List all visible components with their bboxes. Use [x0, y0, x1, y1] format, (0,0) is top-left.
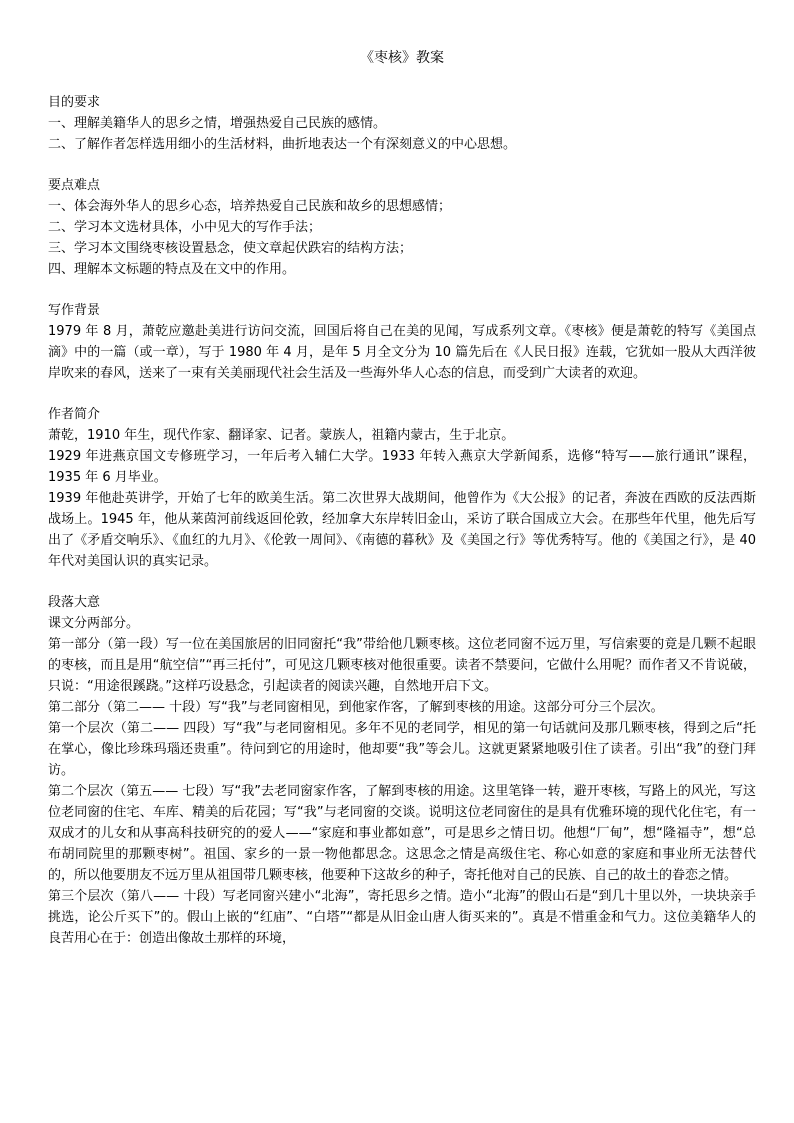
- author-paragraph-2: 1929 年进燕京国文专修班学习，一年后考入辅仁大学。1933 年转入燕京大学新闻系，选修“特写——旅行通讯”课程，1935 年 6 月毕业。: [48, 449, 756, 485]
- background-paragraph: 1979 年 8 月，萧乾应邀赴美进行访问交流，回国后将自己在美的见闻，写成系列文章。《枣核》便是萧乾的特写《美国点滴》中的一篇（或一章），写于 1980 年 4 月，是年 5 月全文分为 10 篇先后在《人民日报》连载，它犹如一股从大西洋彼岸吹来的春风，送来了一束有关美丽现代社会生活及一些海外华人心态的信息，而受到广大读者的欢迎。: [48, 324, 756, 381]
- summary-paragraph-1: 课文分两部分。: [48, 616, 140, 631]
- document-title: 《枣核》教案: [360, 50, 444, 66]
- section-heading-key-points: 要点难点: [48, 178, 101, 193]
- section-spacer: [48, 572, 756, 592]
- section-heading-author: 作者简介: [48, 407, 101, 422]
- section-spacer: [48, 280, 756, 300]
- summary-paragraph-3: 第二部分（第二—— 十段）写“我”与老同窗相见，到他家作客，了解到枣核的用途。这部分可分三个层次。: [48, 700, 664, 715]
- author-paragraph-1: 萧乾，1910 年生，现代作家、翻译家、记者。蒙族人，祖籍内蒙古，生于北京。: [48, 428, 515, 443]
- objective-item-2: 二、了解作者怎样选用细小的生活材料，曲折地表达一个有深刻意义的中心思想。: [48, 137, 517, 152]
- summary-paragraph-4: 第一个层次（第二—— 四段）写“我”与老同窗相见。多年不见的老同学，相见的第一句话就问及那几颗枣核，得到之后“托在掌心，像比珍珠玛瑙还贵重”。待问到它的用途时，他却要“我”等会儿。这就更紧紧地吸引住了读者。引出“我”的登门拜访。: [48, 721, 756, 778]
- key-point-item-3: 三、学习本文围绕枣核设置悬念，使文章起伏跌宕的结构方法；: [48, 241, 413, 256]
- key-point-item-4: 四、理解本文标题的特点及在文中的作用。: [48, 262, 296, 277]
- objective-item-1: 一、理解美籍华人的思乡之情，增强热爱自己民族的感情。: [48, 116, 387, 131]
- section-spacer: [48, 155, 756, 175]
- document-body: [48, 92, 756, 949]
- section-heading-background: 写作背景: [48, 303, 101, 318]
- section-heading-summary: 段落大意: [48, 595, 101, 610]
- section-heading-objectives: 目的要求: [48, 95, 101, 110]
- summary-paragraph-5: 第二个层次（第五—— 七段）写“我”去老同窗家作客，了解到枣核的用途。这里笔锋一转，避开枣核，写路上的风光，写这位老同窗的住宅、车库、精美的后花园；写“我”与老同窗的交谈。说明这位老同窗住的是具有优雅环境的现代化住宅，有一双成才的儿女和从事高科技研究的的爱人——“家庭和事业都如意”，可是思乡之情日切。他想“厂甸”，想“隆福寺”，想“总布胡同院里的那颗枣树”。祖国、家乡的一景一物他都思念。这思念之情是高级住宅、称心如意的家庭和事业所无法替代的，所以他要朋友不远万里从祖国带几颗枣核，他要种下这故乡的种子，寄托他对自己的民族、自己的故土的眷恋之情。: [48, 784, 756, 883]
- summary-paragraph-6: 第三个层次（第八—— 十段）写老同窗兴建小“北海”，寄托思乡之情。造小“北海”的假山石是“到几十里以外，一块块亲手挑选，论公斤买下”的。假山上嵌的“红庙”、“白塔”“都是从旧金山唐人街买来的”。真是不惜重金和气力。这位美籍华人的良苦用心在于：创造出像故土那样的环境，: [48, 889, 756, 946]
- key-point-item-1: 一、体会海外华人的思乡心态，培养热爱自己民族和故乡的思想感情；: [48, 199, 452, 214]
- section-spacer: [48, 384, 756, 404]
- summary-paragraph-2: 第一部分（第一段）写一位在美国旅居的旧同窗托“我”带给他几颗枣核。这位老同窗不远万里，写信索要的竟是几颗不起眼的枣核，而且是用“航空信”“再三托付”，可见这几颗枣核对他很重要。读者不禁要问，它做什么用呢？而作者又不肯说破，只说：“用途很蹊跷。”这样巧设悬念，引起读者的阅读兴趣，自然地开启下文。: [48, 637, 756, 694]
- key-point-item-2: 二、学习本文选材具体，小中见大的写作手法；: [48, 220, 322, 235]
- author-paragraph-3: 1939 年他赴英讲学，开始了七年的欧美生活。第二次世界大战期间，他曾作为《大公报》的记者，奔波在西欧的反法西斯战场上。1945 年，他从莱茵河前线返回伦敦，经加拿大东岸转旧金山，采访了联合国成立大会。在那些年代里，他先后写出了《矛盾交响乐》、《血红的九月》、《伦敦一周间》、《南德的暮秋》及《美国之行》等优秀特写。他的《美国之行》，是 40 年代对美国认识的真实记录。: [48, 491, 756, 569]
